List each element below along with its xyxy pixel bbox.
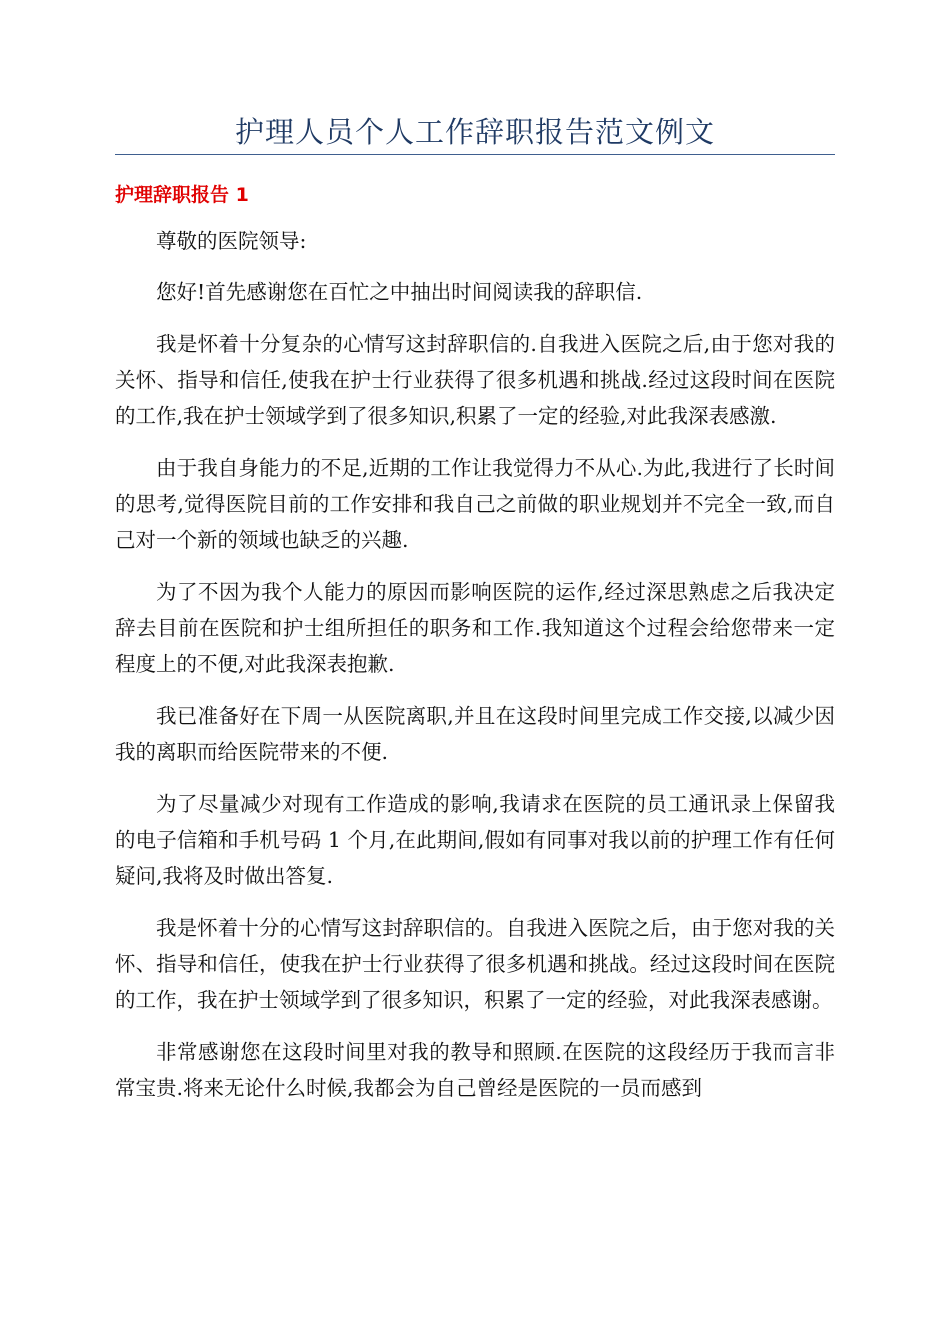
paragraph-7: 我是怀着十分的心情写这封辞职信的。自我进入医院之后，由于您对我的关怀、指导和信任，使我在护士行业获得了很多机遇和挑战。经过这段时间在医院的工作，我在护士领域学到了很多知识，积累了一定的经验，对此我深表感谢。 <box>115 916 835 1012</box>
letter-body <box>115 223 835 1122</box>
title-underline <box>115 154 835 155</box>
paragraph-4: 为了不因为我个人能力的原因而影响医院的运作,经过深思熟虑之后我决定辞去目前在医院和护士组所担任的职务和工作.我知道这个过程会给您带来一定程度上的不便,对此我深表抱歉. <box>115 580 835 676</box>
salutation: 尊敬的医院领导: <box>156 229 307 253</box>
section-heading: 护理辞职报告 1 <box>115 184 249 206</box>
paragraph-6: 为了尽量减少对现有工作造成的影响,我请求在医院的员工通讯录上保留我的电子信箱和手机号码 1 个月,在此期间,假如有同事对我以前的护理工作有任何疑问,我将及时做出答复. <box>115 792 835 888</box>
paragraph-1: 您好!首先感谢您在百忙之中抽出时间阅读我的辞职信. <box>156 280 643 304</box>
paragraph-5: 我已准备好在下周一从医院离职,并且在这段时间里完成工作交接,以减少因我的离职而给医院带来的不便. <box>115 704 835 764</box>
paragraph-8: 非常感谢您在这段时间里对我的教导和照顾.在医院的这段经历于我而言非常宝贵.将来无论什么时候,我都会为自己曾经是医院的一员而感到 <box>115 1040 835 1100</box>
paragraph-3: 由于我自身能力的不足,近期的工作让我觉得力不从心.为此,我进行了长时间的思考,觉得医院目前的工作安排和我自己之前做的职业规划并不完全一致,而自己对一个新的领域也缺乏的兴趣. <box>115 456 835 552</box>
paragraph-2: 我是怀着十分复杂的心情写这封辞职信的.自我进入医院之后,由于您对我的关怀、指导和信任,使我在护士行业获得了很多机遇和挑战.经过这段时间在医院的工作,我在护士领域学到了很多知识,积累了一定的经验,对此我深表感激. <box>115 332 835 428</box>
document-title: 护理人员个人工作辞职报告范文例文 <box>234 115 715 149</box>
